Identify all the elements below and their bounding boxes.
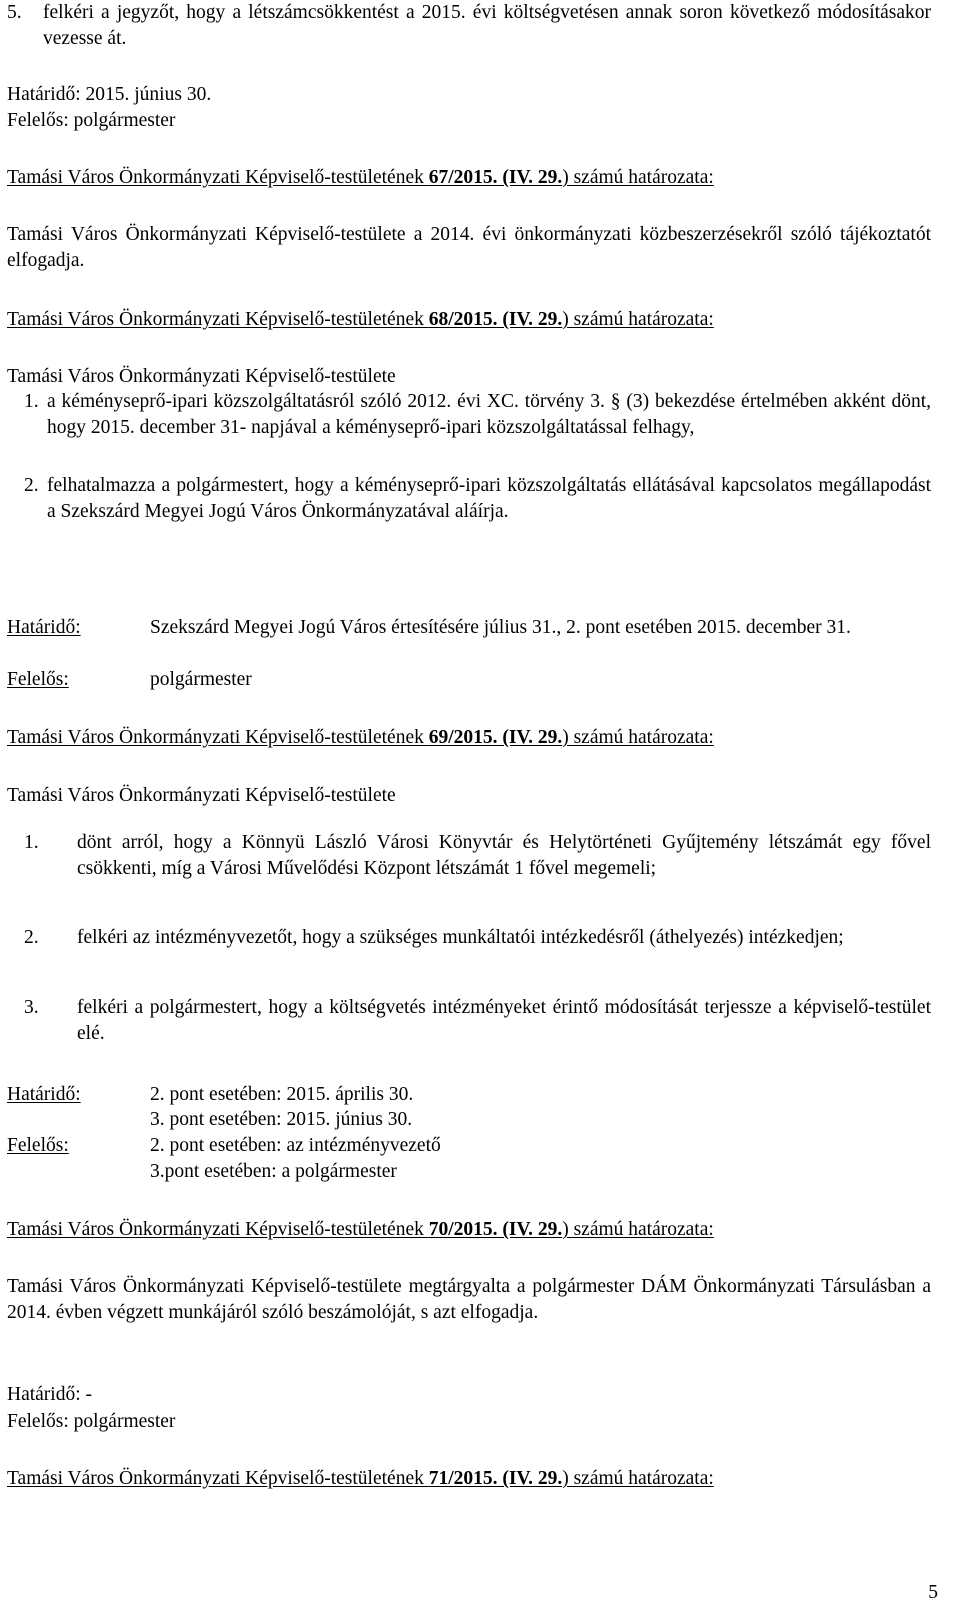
responsible-value: polgármester bbox=[150, 669, 252, 690]
resolution-67-heading: Tamási Város Önkormányzati Képviselő-testületének 67/2015. (IV. 29.) számú határozata: bbox=[7, 167, 714, 188]
top-item-text: felkéri a jegyzőt, hogy a létszámcsökkentést a 2015. évi költségvetésen annak soron következő módosításakor vezesse át. bbox=[43, 2, 931, 49]
resolution-68-item-number: 1. bbox=[24, 391, 39, 412]
resolution-68-heading: Tamási Város Önkormányzati Képviselő-testületének 68/2015. (IV. 29.) számú határozata: bbox=[7, 309, 714, 330]
resolution-70-heading: Tamási Város Önkormányzati Képviselő-testületének 70/2015. (IV. 29.) számú határozata: bbox=[7, 1219, 714, 1240]
resolution-69-item-text: felkéri az intézményvezetőt, hogy a szükséges munkáltatói intézkedésről (áthelyezés) intézkedjen; bbox=[77, 927, 844, 948]
page-number: 5 bbox=[928, 1582, 938, 1603]
deadline-line: 2. pont esetében: 2015. április 30. bbox=[150, 1084, 414, 1105]
responsible-line: 2. pont esetében: az intézményvezető bbox=[150, 1135, 441, 1156]
resolution-69-item-number: 3. bbox=[24, 997, 39, 1018]
top-item bbox=[7, 0, 931, 52]
resolution-69-heading: Tamási Város Önkormányzati Képviselő-testületének 69/2015. (IV. 29.) számú határozata: bbox=[7, 727, 714, 748]
responsible-line: 3.pont esetében: a polgármester bbox=[150, 1161, 397, 1182]
deadline-value: Szekszárd Megyei Jogú Város értesítésére július 31., 2. pont esetében 2015. december 31. bbox=[150, 617, 851, 638]
resolution-68-item-text: a kéményseprő-ipari közszolgáltatásról szóló 2012. évi XC. törvény 3. § (3) bekezdése értelmében akként dönt, hogy 2015. december 31- napjával a kéményseprő-ipari közszolgáltatással felhagy, bbox=[47, 391, 931, 438]
resolution-68-item bbox=[7, 389, 931, 441]
resolution-70-responsible: Felelős: polgármester bbox=[7, 1411, 176, 1432]
resolution-71-heading: Tamási Város Önkormányzati Képviselő-testületének 71/2015. (IV. 29.) számú határozata: bbox=[7, 1468, 714, 1489]
resolution-68-item-number: 2. bbox=[24, 475, 39, 496]
top-responsible: Felelős: polgármester bbox=[7, 110, 176, 131]
resolution-69-item-text: dönt arról, hogy a Könnyü László Városi Könyvtár és Helytörténeti Gyűjtemény létszámát egy fővel csökkenti, míg a Városi Művelődési Központ létszámát 1 fővel megemeli; bbox=[77, 832, 931, 879]
resolution-69-item bbox=[7, 925, 931, 951]
resolution-69-intro: Tamási Város Önkormányzati Képviselő-testülete bbox=[7, 785, 396, 806]
resolution-68-item-text: felhatalmazza a polgármestert, hogy a kéményseprő-ipari közszolgáltatás ellátásával kapcsolatos megállapodást a Szekszárd Megyei Jogú Város Önkormányzatával aláírja. bbox=[47, 475, 931, 522]
resolution-69-item bbox=[7, 995, 931, 1047]
resolution-69-item-number: 2. bbox=[24, 927, 39, 948]
resolution-69-item bbox=[7, 830, 931, 882]
top-item-number: 5. bbox=[7, 2, 22, 23]
responsible-label: Felelős: bbox=[7, 1135, 69, 1156]
resolution-68-intro: Tamási Város Önkormányzati Képviselő-testülete bbox=[7, 366, 396, 387]
resolution-69-item-number: 1. bbox=[24, 832, 39, 853]
deadline-label: Határidő: bbox=[7, 1084, 81, 1105]
responsible-label: Felelős: bbox=[7, 669, 69, 690]
deadline-line: 3. pont esetében: 2015. június 30. bbox=[150, 1109, 413, 1130]
top-deadline: Határidő: 2015. június 30. bbox=[7, 84, 212, 105]
resolution-70-body: Tamási Város Önkormányzati Képviselő-testülete megtárgyalta a polgármester DÁM Önkormányzati Társulásban a 2014. évben végzett munkájáról szóló beszámolóját, s azt elfogadja. bbox=[7, 1276, 931, 1323]
resolution-67-body: Tamási Város Önkormányzati Képviselő-testülete a 2014. évi önkormányzati közbeszerzésekről szóló tájékoztatót elfogadja. bbox=[7, 224, 931, 271]
resolution-69-item-text: felkéri a polgármestert, hogy a költségvetés intézményeket érintő módosítását terjessze a képviselő-testület elé. bbox=[77, 997, 931, 1044]
deadline-label: Határidő: bbox=[7, 617, 81, 638]
resolution-68-item bbox=[7, 473, 931, 525]
resolution-70-deadline: Határidő: - bbox=[7, 1384, 93, 1405]
